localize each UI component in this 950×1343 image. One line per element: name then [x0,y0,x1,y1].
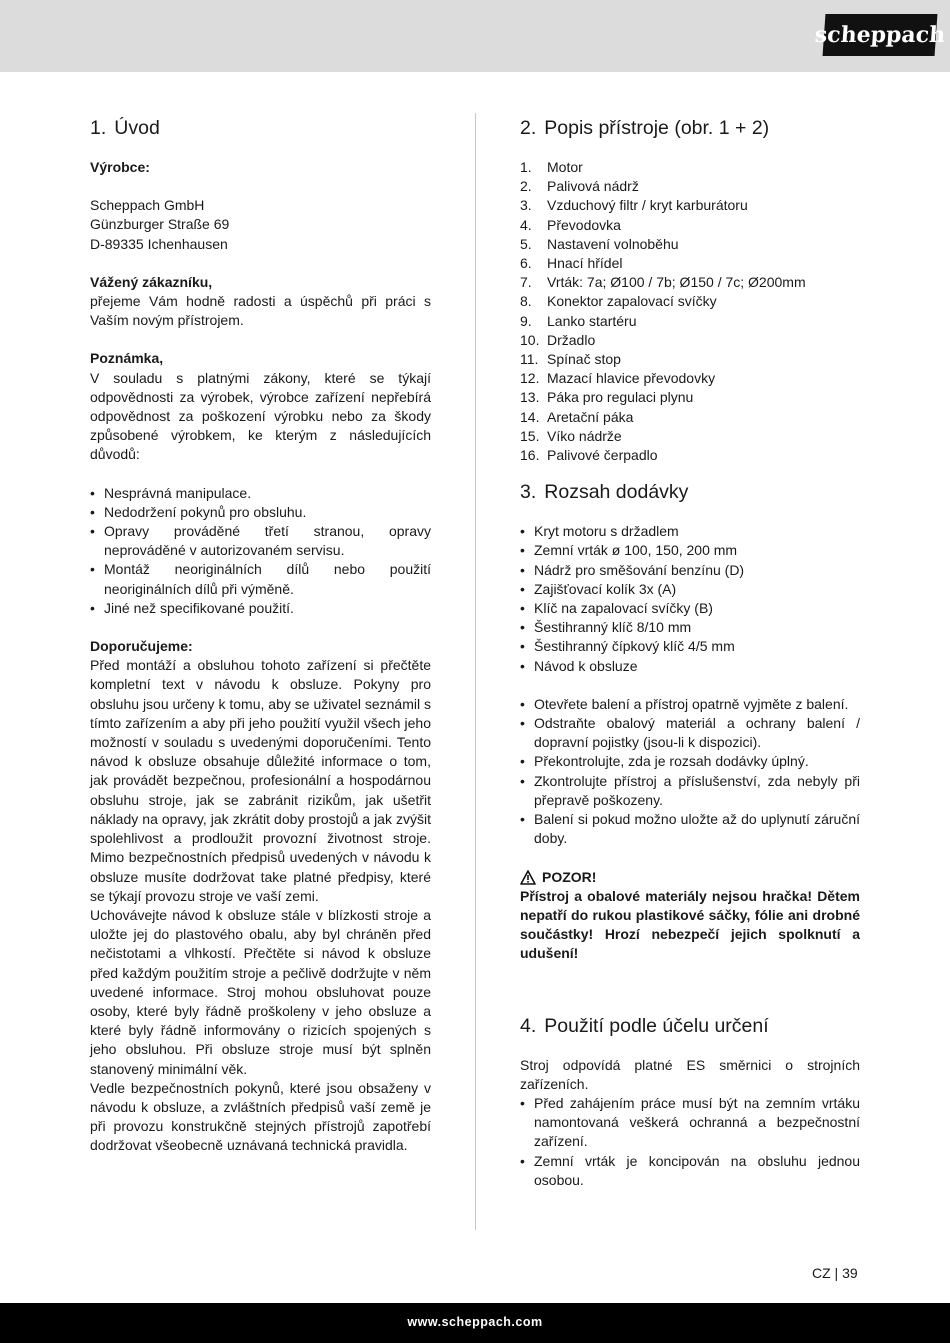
recommend-title: Doporučujeme: [90,638,193,655]
list-item: • Zemní vrták ø 100, 150, 200 mm [520,541,860,560]
recommend-paragraph: Před montáží a obsluhou tohoto zařízení si přečtěte kompletní text v návodu k obsluze. Pokyny pro obsluhu jsou určeny k tomu, aby se uživatel seznámil s tímto zařízením a aby při jeho použití využil všech jeho možností v souladu s uvedenými doporučeními. Tento návod k obsluze obsahuje důležité informace o tom, jak provádět bezpečnou, profesionální a hospodárnou obsluhu stroje, jak se zabránit rizikům, jak ušetřit náklady na opravy, jak zkrátit doby prostojů a jak zvýšit spolehlivost a prodloužit provozní životnost stroje. Mimo bezpečnostních předpisů uvedených v návodu k obsluze musíte dodržovat take platné předpisy, které se týkají provozu stroje ve vaší zemi. [90,657,431,904]
list-item: 1. Motor [520,159,583,175]
section-heading-introduction: 1. Úvod [90,117,160,139]
list-item: • Opravy prováděné třetí stranou, opravy neprováděné v autorizovaném servisu. [90,522,431,560]
list-item: • Jiné než specifikované použití. [90,599,431,618]
page-number: CZ | 39 [812,1265,858,1281]
list-item: 9. Lanko startéru [520,312,637,329]
list-item: • Kryt motoru s držadlem [520,522,860,541]
section-heading-device-description: 2. Popis přístroje (obr. 1 + 2) [520,117,770,139]
list-item: 16. Palivové čerpadlo [520,447,658,464]
list-item: • Nádrž pro směšování benzínu (D) [520,561,860,580]
warning-triangle-icon [520,870,536,885]
list-item: • Zkontrolujte přístroj a příslušenství, zda nebyly při přepravě poškozeny. [520,772,860,810]
list-item: • Návod k obsluze [520,657,860,676]
parts-list [520,158,860,465]
list-item: 3. Vzduchový filtr / kryt karburátoru [520,197,748,214]
list-item: • Šestihranný klíč 8/10 mm [520,618,860,637]
list-item: 5. Nastavení volnoběhu [520,235,679,252]
delivery-list [520,522,860,676]
list-item: • Balení si pokud možno uložte až do uplynutí záruční doby. [520,810,860,848]
list-item: 4. Převodovka [520,216,621,233]
footer-bar [0,1303,950,1343]
dear-customer-text: přejeme Vám hodně radosti a úspěchů při práci s Vaším novým přístrojem. [90,293,431,329]
list-item: • Před zahájením práce musí být na zemním vrtáku namontovaná veškerá ochranná a bezpečnostní zařízení. [520,1094,860,1152]
list-item: 15. Víko nádrže [520,427,622,444]
usage-intro: Stroj odpovídá platné ES směrnici o strojních zařízeních. [520,1056,860,1092]
usage-list [520,1094,860,1190]
section-heading-delivery-scope: 3. Rozsah dodávky [520,481,689,504]
column-divider [475,113,476,1230]
header-bar [0,0,950,72]
list-item: • Překontrolujte, zda je rozsah dodávky úplný. [520,752,860,771]
list-item: 10. Držadlo [520,331,596,348]
note-text: V souladu s platnými zákony, které se týkají odpovědnosti za výrobek, výrobce zařízení nepřebírá odpovědnost za poškození výrobku nebo za škody způsobené výrobkem, ke kterým z následujících důvodů: [90,369,431,463]
footer-url: www.scheppach.com [407,1315,543,1329]
dear-customer-title: Vážený zákazníku, [90,273,213,290]
list-item: 14. Aretační páka [520,408,634,425]
list-item: • Šestihranný čípkový klíč 4/5 mm [520,637,860,656]
scheppach-logo: scheppach [823,14,938,56]
list-item: • Odstraňte obalový materiál a ochrany balení / dopravní pojistky (jsou-li k dispozici). [520,714,860,752]
note-title: Poznámka, [90,350,164,367]
list-item: • Zemní vrták je koncipován na obsluhu jednou osobou. [520,1152,860,1190]
warning-text: Přístroj a obalové materiály nejsou hračka! Dětem nepatří do rukou plastikové sáčky, fólie ani drobné součástky! Hrozí nebezpečí jejich spolknutí a udušení! [520,887,860,962]
list-item: • Nedodržení pokynů pro obsluhu. [90,503,431,522]
left-column [90,112,431,1156]
list-item: 7. Vrták: 7a; Ø100 / 7b; Ø150 / 7c; Ø200mm [520,274,806,291]
list-item: 6. Hnací hřídel [520,255,623,272]
recommend-paragraph: Uchovávejte návod k obsluze stále v blízkosti stroje a uložte jej do plastového obalu, aby byl chráněn před nečistotami a vlhkostí. Přečtěte si návod k obsluze před každým použitím stroje a pečlivě dodržujte v něm uvedené informace. Stroj mohou obsluhovat pouze osoby, které byly řádně proškoleny v jeho obsluze a které byly řádně informovány o rizicích spojených s jeho obsluhou. Při obsluze stroje musí být splněn stanovený minimální věk. [90,906,431,1077]
list-item: 8. Konektor zapalovací svíčky [520,293,717,310]
list-item: 12. Mazací hlavice převodovky [520,370,716,387]
section-heading-intended-use: 4. Použití podle účelu určení [520,1014,769,1037]
right-column [520,112,860,1190]
list-item: • Otevřete balení a přístroj opatrně vyjměte z balení. [520,695,860,714]
list-item: 11. Spínač stop [520,351,621,368]
manufacturer-label: Výrobce: [90,159,150,175]
list-item: 13. Páka pro regulaci plynu [520,389,694,406]
warning-heading: POZOR! [520,868,860,887]
list-item: • Zajišťovací kolík 3x (A) [520,580,860,599]
list-item: • Nesprávná manipulace. [90,484,431,503]
unpacking-list [520,695,860,849]
list-item: 2. Palivová nádrž [520,178,639,195]
recommend-paragraph: Vedle bezpečnostních pokynů, které jsou obsaženy v návodu k obsluze, a zvláštních předpisů vaší země je při provozu konstrukčně stejných přístrojů zapotřebí dodržovat všeobecně uznávaná technická pravidla. [90,1079,431,1154]
list-item: • Klíč na zapalovací svíčky (B) [520,599,860,618]
note-list [90,484,431,618]
manufacturer-address: Scheppach GmbH Günzburger Straße 69 D-89335 Ichenhausen [90,197,230,252]
list-item: • Montáž neoriginálních dílů nebo použití neoriginálních dílů při výměně. [90,560,431,598]
